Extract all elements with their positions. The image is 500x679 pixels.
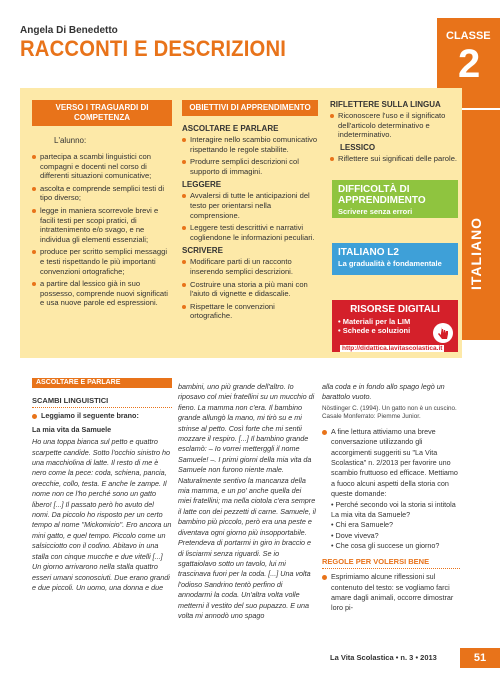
- list-item: Riconoscere l'uso e il significato dell'articolo determinativo e indeterminativo.: [330, 111, 462, 140]
- reflection-text: Esprimiamo alcune riflessioni sul contenuto del testo: se vogliamo farci amare dagli animali, occorre dimostrar loro pi-: [322, 572, 460, 614]
- questions-list: [322, 500, 460, 552]
- difficolta-promo[interactable]: [332, 180, 458, 218]
- risorse-title: RISORSE DIGITALI: [350, 304, 440, 315]
- author-name: Angela Di Benedetto: [20, 25, 118, 36]
- story-text-3: alla coda e in fondo allo spago legò un barattolo vuoto.: [322, 382, 445, 402]
- l2-title: ITALIANO L2: [338, 247, 399, 258]
- website-link[interactable]: http://didattica.lavitascolastica.it: [342, 345, 443, 352]
- list-item: a partire dal lessico già in suo possesso, comprende nuovi significati e usa nuove parole ed espressioni.: [32, 279, 172, 308]
- list-item: Avvalersi di tutte le anticipazioni del testo per orientarsi nella comprensione.: [182, 191, 318, 220]
- list-item: • Chi era Samuele?: [331, 520, 394, 530]
- list-item: • Che cosa gli succese un giorno?: [331, 541, 440, 551]
- l2-subtitle: La gradualità è fondamentale: [338, 259, 442, 268]
- story-text-1: Ho una toppa bianca sul petto e quattro scarpette candide. Sotto l'occhio sinistro ho una macchiolina di latte. Il resto di me è nero come la pece: coda, schiena, pancia, orecchie, collo, testa. E anche le zampe. Il nome non ce l'ho perché sono un gatto libero! [...] Il passato però ho avuto del nomi. Da piccolo ho risposto per un certo tempo al nome "Mickomicio". Ero ancora un mini gatto, e quel tempo. Piccolo come un salsicciotto con il codino. Abitavo in una stalla con cinque mucche e due vitelli [...] Un giorno arrivarono nella stalla quattro esseri umani sconosciuti. Due erano grandi e due piccoli. Un uomo, una donna e due: [32, 437, 172, 592]
- difficolta-subtitle: Scrivere senza errori: [338, 207, 413, 216]
- activity-text: A fine lettura attiviamo una breve conversazione utilizzando gli accorgimenti suggeriti su "La Vita Scolastica" n. 2/2013 per favorire uno scambio fruttuoso ed efficace. Mettiamo a fuoco alcuni aspetti della storia con queste domande:: [322, 427, 460, 500]
- list-item: • Schede e soluzioni: [338, 326, 411, 335]
- subject-label: ITALIANO: [468, 216, 484, 290]
- riflettere-title: RIFLETTERE SULLA LINGUA: [330, 100, 441, 109]
- list-item: ascolta e comprende semplici testi di tipo diverso;: [32, 184, 172, 203]
- section-heading-2: REGOLE PER VOLERSI BENE: [322, 557, 460, 569]
- class-number: 2: [458, 42, 481, 86]
- article-column-2: [178, 382, 316, 621]
- section-heading: SCAMBI LINGUISTICI: [32, 396, 172, 408]
- article-column-1: [32, 396, 172, 593]
- list-item: Interagire nello scambio comunicativo rispettando le regole stabilite.: [182, 135, 318, 154]
- list-item: Modificare parti di un racconto inserendo semplici descrizioni.: [182, 257, 318, 276]
- list-item: • Dove viveva?: [331, 530, 379, 540]
- traguardi-heading: VERSO I TRAGUARDI DI COMPETENZA: [32, 100, 172, 126]
- lessico-title: LESSICO: [340, 142, 376, 152]
- list-item: Rispettare le convenzioni ortografiche.: [182, 302, 318, 321]
- list-item: Riflettere sui significati delle parole.: [330, 154, 462, 164]
- citation: Nöstlinger C. (1994). Un gatto non è un cuscino. Casale Monferrato: Piemme Junior.: [322, 404, 457, 420]
- group-title-ascoltare: ASCOLTARE E PARLARE: [182, 124, 279, 133]
- traguardi-intro: L'alunno:: [54, 136, 87, 145]
- traguardi-column: [32, 100, 172, 311]
- ascoltare-list: [182, 135, 318, 176]
- riflettere-column: [330, 100, 462, 166]
- obiettivi-heading: OBIETTIVI DI APPRENDIMENTO: [182, 100, 318, 116]
- list-item: Produrre semplici descrizioni col supporto di immagini.: [182, 157, 318, 176]
- riflettere-list: [330, 111, 462, 140]
- article-column-3: [322, 382, 460, 614]
- group-title-scrivere: SCRIVERE: [182, 246, 223, 256]
- list-item: Costruire una storia a più mani con l'aiuto di vignette e didascalie.: [182, 280, 318, 299]
- page-title: RACCONTI E DESCRIZIONI: [20, 36, 287, 61]
- list-item: legge in maniera scorrevole brevi e facili testi per scopi pratici, di intrattenimento e/o svago, e ne individua gli elementi essenziali;: [32, 206, 172, 244]
- difficolta-title: DIFFICOLTÀ DI APPRENDIMENTO: [338, 184, 426, 206]
- magazine-footer: La Vita Scolastica • n. 3 • 2013: [330, 653, 437, 662]
- l2-promo[interactable]: [332, 243, 458, 275]
- traguardi-list: [32, 152, 172, 308]
- list-item: partecipa a scambi linguistici con compagni e docenti nel corso di differenti situazioni comunicative;: [32, 152, 172, 181]
- page-number: 51: [460, 648, 500, 668]
- list-item: Leggere testi descrittivi e narrativi cogliendone le informazioni peculiari.: [182, 223, 318, 242]
- list-item: • Materiali per la LIM: [338, 317, 411, 326]
- instruction-text: Leggiamo il seguente brano:: [32, 411, 172, 421]
- lessico-list: [330, 154, 462, 164]
- list-item: • Perché secondo voi la storia si intitola La mia vita da Samuele?: [331, 499, 456, 520]
- scrivere-list: [182, 257, 318, 321]
- story-title: La mia vita da Samuele: [32, 424, 112, 434]
- group-title-leggere: LEGGERE: [182, 180, 222, 190]
- story-text-2: bambini, uno più grande dell'altro. Io riposavo col miei fratellini su un mucchio di fieno. La mamma non c'era. Il bambino grande allungò la mano, mi tirò su e mi strinse al petto. Così forte che mi sentii mozzare il respiro. [...] Il bambino grande esclamò: – Io vorrei metterggli il nome Samuele! –. I primi giorni della mia vita da Samuele non furono niente male. Naturalmente sentivo la mancanza della mia mamma, e un po' anche quella dei miei fratellini; ma nella ciotola c'era sempre il latte con dei pezzetti di carne. Samuele, il bambino più piccolo, però era una peste e diventava ogni giorno più insopportabile. Pretendeva di portarmi in giro in braccio e di lisciarmi senza riguardi. Se io sgattaiolavo sotto un tavolo, lui mi trascinava fuori per la coda. [...] Una volta l'odioso Sandrino tentò perfino di annodarmi la coda. Un'altra volta volle metterni il vestito del suo pupazzo. E una volta mi annodò uno spago: [178, 382, 316, 620]
- class-label: CLASSE: [446, 30, 491, 42]
- obiettivi-column: [182, 100, 318, 324]
- leggere-list: [182, 191, 318, 242]
- section-bar: ASCOLTARE E PARLARE: [32, 378, 172, 388]
- list-item: produce per scritto semplici messaggi e testi rispettando le più importanti convenzioni ortografiche;: [32, 247, 172, 276]
- hand-cursor-icon: [432, 322, 454, 344]
